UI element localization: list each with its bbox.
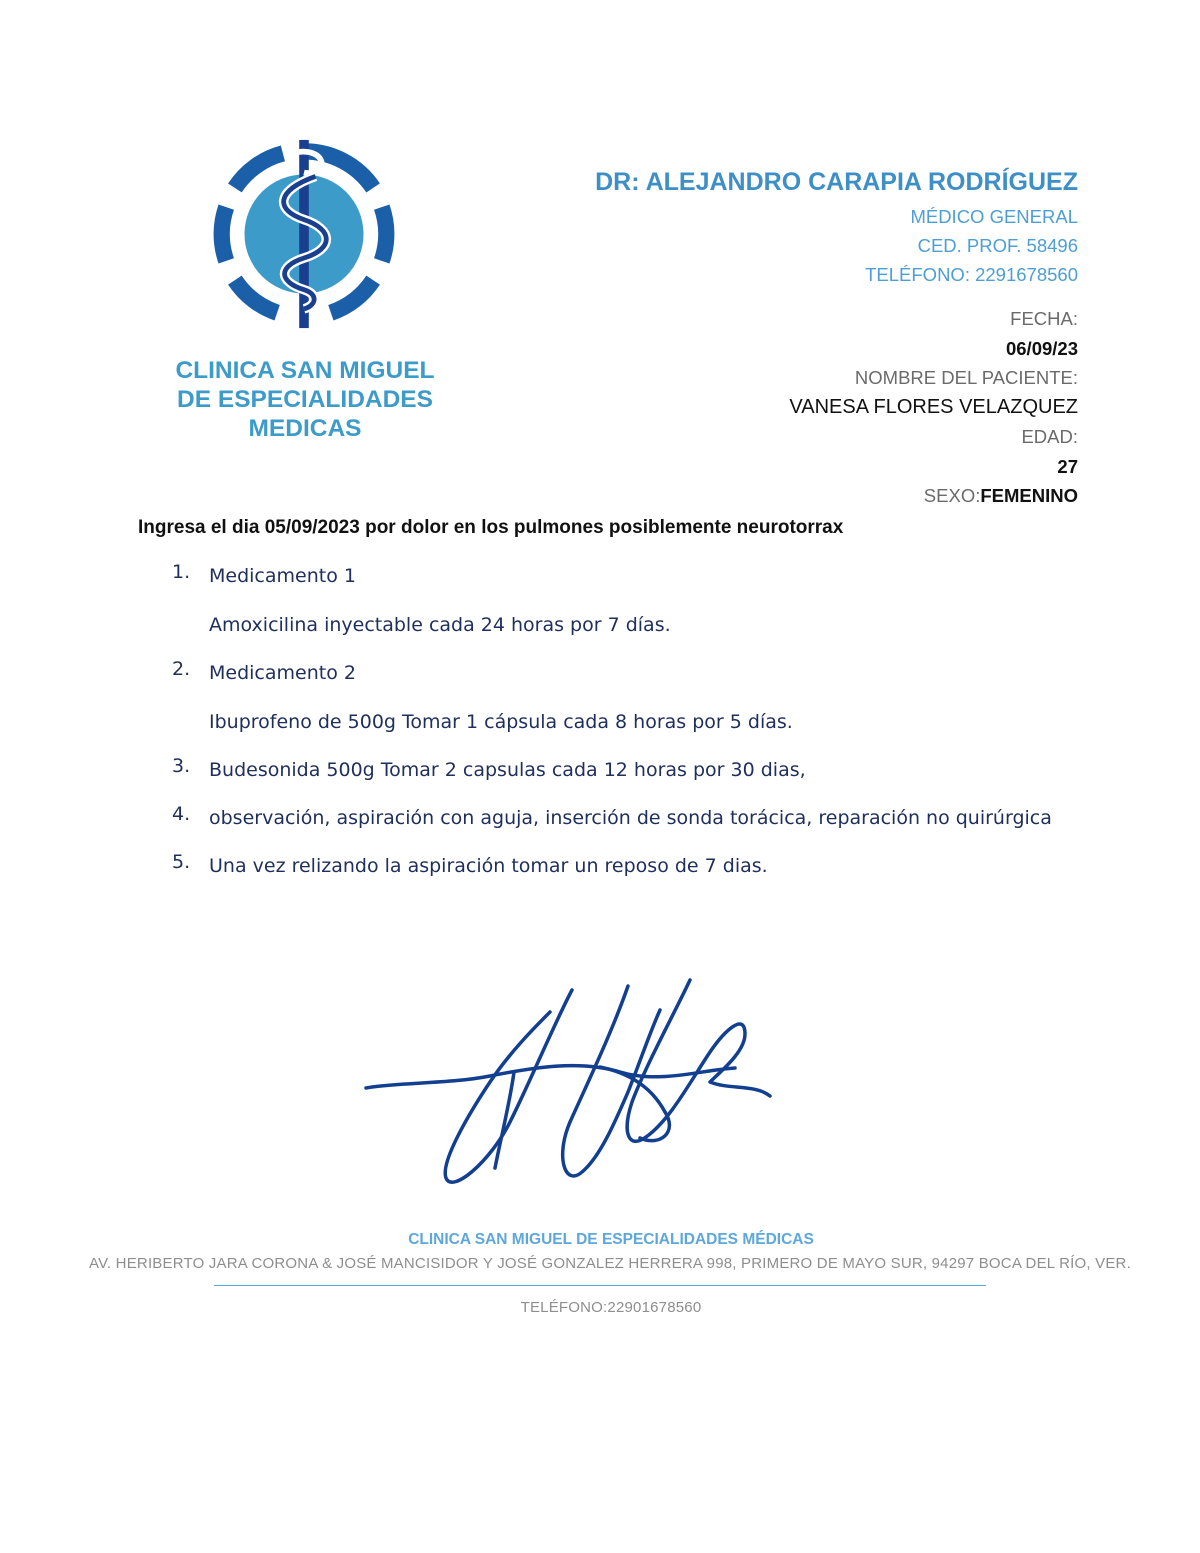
patient-name-value: VANESA FLORES VELAZQUEZ — [789, 395, 1078, 418]
date-value: 06/09/23 — [1005, 337, 1078, 359]
sex-label: SEXO: — [923, 485, 981, 506]
clinic-name-line-2: DE ESPECIALIDADES — [177, 386, 433, 413]
clinic-logo-icon — [208, 138, 400, 330]
footer-clinic-name: CLINICA SAN MIGUEL DE ESPECIALIDADES MÉDICAS — [408, 1231, 814, 1248]
item-number: 5. — [172, 851, 191, 873]
footer-phone: TELÉFONO:22901678560 — [520, 1299, 702, 1316]
doctor-phone: TELÉFONO: 2291678560 — [865, 264, 1078, 285]
item-number: 4. — [172, 803, 191, 825]
admission-note: Ingresa el dia 05/09/2023 por dolor en los pulmones posiblemente neurotorrax — [138, 517, 844, 538]
footer-divider — [214, 1285, 986, 1286]
item-detail: Amoxicilina inyectable cada 24 horas por 7 días. — [209, 614, 671, 636]
item-title: Budesonida 500g Tomar 2 capsulas cada 12 horas por 30 dias, — [209, 759, 806, 781]
signature — [360, 972, 780, 1204]
age-value: 27 — [1057, 455, 1078, 477]
doctor-name: DR: ALEJANDRO CARAPIA RODRÍGUEZ — [595, 168, 1078, 196]
patient-name-label: NOMBRE DEL PACIENTE: — [854, 367, 1078, 388]
prescription-item — [172, 851, 1132, 881]
patient-info — [789, 304, 1078, 511]
date-label: FECHA: — [1010, 308, 1078, 329]
item-number: 2. — [172, 658, 191, 680]
item-number: 1. — [172, 561, 191, 583]
prescription-list — [172, 561, 1132, 881]
item-title: observación, aspiración con aguja, inserción de sonda torácica, reparación no quirúrgica — [209, 807, 1052, 829]
item-title: Medicamento 2 — [209, 662, 356, 684]
item-title: Medicamento 1 — [209, 565, 356, 587]
clinic-name — [140, 356, 470, 443]
item-title: Una vez relizando la aspiración tomar un reposo de 7 dias. — [209, 855, 768, 877]
age-label: EDAD: — [1021, 426, 1078, 447]
footer-address: AV. HERIBERTO JARA CORONA & JOSÉ MANCISIDOR Y JOSÉ GONZALEZ HERRERA 998, PRIMERO DE MAYO SUR, 94297 BOCA DEL RÍO, VER. — [89, 1255, 1131, 1272]
clinic-name-line-3: MEDICAS — [248, 415, 362, 442]
prescription-item — [172, 755, 1132, 785]
prescription-item — [172, 658, 1132, 737]
prescription-item — [172, 803, 1132, 833]
item-detail: Ibuprofeno de 500g Tomar 1 cápsula cada 8 horas por 5 días. — [209, 711, 793, 733]
clinic-name-line-1: CLINICA SAN MIGUEL — [175, 357, 435, 384]
sex-row — [789, 481, 1078, 511]
doctor-info — [595, 166, 1078, 289]
doctor-license: CED. PROF. 58496 — [917, 235, 1078, 256]
prescription-item — [172, 561, 1132, 640]
doctor-specialty: MÉDICO GENERAL — [910, 206, 1078, 227]
sex-value: FEMENINO — [980, 485, 1078, 506]
item-number: 3. — [172, 755, 191, 777]
